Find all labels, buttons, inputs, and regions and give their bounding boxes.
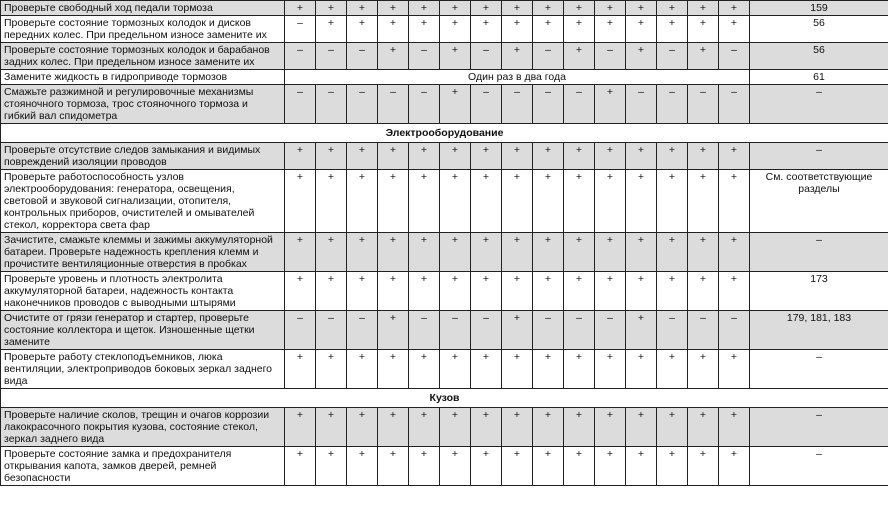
interval-mark: – <box>285 85 316 124</box>
page-reference: – <box>750 85 888 124</box>
interval-mark: + <box>688 272 719 311</box>
interval-mark: + <box>347 350 378 389</box>
interval-mark: + <box>502 350 533 389</box>
interval-mark: + <box>533 143 564 170</box>
interval-mark: + <box>285 272 316 311</box>
interval-mark: + <box>440 16 471 43</box>
interval-mark: + <box>533 350 564 389</box>
interval-mark: + <box>378 408 409 447</box>
interval-mark: – <box>564 311 595 350</box>
interval-mark: + <box>533 233 564 272</box>
electrical-section <box>1 143 888 389</box>
operation-text: Проверьте свободный ход педали тормоза <box>1 1 285 16</box>
interval-mark: + <box>564 143 595 170</box>
interval-mark: + <box>285 233 316 272</box>
interval-mark: + <box>502 272 533 311</box>
interval-mark: – <box>347 311 378 350</box>
interval-mark: + <box>688 1 719 16</box>
interval-mark: + <box>409 16 440 43</box>
interval-mark: + <box>378 311 409 350</box>
interval-mark: – <box>533 85 564 124</box>
interval-mark: + <box>533 16 564 43</box>
interval-mark: + <box>316 350 347 389</box>
interval-mark: + <box>471 170 502 233</box>
interval-mark: + <box>719 272 750 311</box>
interval-mark: + <box>564 16 595 43</box>
interval-mark: + <box>564 408 595 447</box>
interval-mark: + <box>688 170 719 233</box>
interval-mark: + <box>440 272 471 311</box>
interval-mark: + <box>471 143 502 170</box>
operation-text: Замените жидкость в гидроприводе тормозов <box>1 70 285 85</box>
interval-mark: – <box>719 311 750 350</box>
interval-mark: – <box>347 85 378 124</box>
table-row <box>1 350 888 389</box>
interval-mark: + <box>285 350 316 389</box>
table-row <box>1 170 888 233</box>
interval-mark: + <box>688 408 719 447</box>
interval-mark: + <box>378 272 409 311</box>
interval-mark: – <box>657 85 688 124</box>
interval-mark: + <box>595 143 626 170</box>
interval-mark: + <box>533 170 564 233</box>
interval-mark: + <box>688 350 719 389</box>
page-reference: – <box>750 233 888 272</box>
interval-mark: + <box>626 43 657 70</box>
interval-mark: + <box>471 408 502 447</box>
interval-mark: + <box>595 16 626 43</box>
interval-mark: – <box>409 311 440 350</box>
interval-mark: + <box>471 272 502 311</box>
operation-text: Смажьте разжимной и регулировочные механизмы стояночного тормоза, трос стояночного тормоза и гибкий вал спидометра <box>1 85 285 124</box>
interval-mark: – <box>626 85 657 124</box>
interval-mark: + <box>378 16 409 43</box>
interval-mark: + <box>440 408 471 447</box>
interval-mark: – <box>316 43 347 70</box>
section-title-electrical: Электрооборудование <box>1 124 888 143</box>
operation-text: Очистите от грязи генератор и стартер, проверьте состояние коллектора и щеток. Изношенные щетки замените <box>1 311 285 350</box>
interval-mark: + <box>595 272 626 311</box>
interval-mark: + <box>626 350 657 389</box>
interval-mark: + <box>626 408 657 447</box>
interval-mark: + <box>626 16 657 43</box>
interval-mark: + <box>471 350 502 389</box>
interval-mark: + <box>440 1 471 16</box>
table-row <box>1 16 888 43</box>
interval-mark: + <box>502 408 533 447</box>
page-reference: 173 <box>750 272 888 311</box>
interval-mark: + <box>657 447 688 486</box>
page-reference: – <box>750 350 888 389</box>
table-row <box>1 408 888 447</box>
interval-mark: + <box>657 170 688 233</box>
interval-mark: + <box>533 408 564 447</box>
interval-mark: + <box>564 43 595 70</box>
interval-mark: + <box>688 233 719 272</box>
interval-mark: + <box>409 447 440 486</box>
interval-mark: + <box>719 350 750 389</box>
table-row <box>1 447 888 486</box>
operation-text: Проверьте отсутствие следов замыкания и видимых повреждений изоляции проводов <box>1 143 285 170</box>
interval-mark: + <box>564 233 595 272</box>
interval-mark: + <box>626 170 657 233</box>
interval-mark: + <box>564 272 595 311</box>
interval-mark: + <box>657 16 688 43</box>
interval-mark: – <box>316 85 347 124</box>
interval-mark: – <box>595 43 626 70</box>
interval-mark: + <box>471 16 502 43</box>
interval-mark: + <box>626 143 657 170</box>
interval-mark: + <box>688 143 719 170</box>
interval-mark: + <box>502 43 533 70</box>
interval-mark: + <box>409 1 440 16</box>
interval-mark: – <box>347 43 378 70</box>
page-reference: – <box>750 143 888 170</box>
table-row <box>1 70 888 85</box>
interval-mark: – <box>285 43 316 70</box>
table-row <box>1 1 888 16</box>
interval-mark: + <box>657 1 688 16</box>
interval-mark: + <box>688 16 719 43</box>
operation-text: Проверьте работу стеклоподъемников, люка вентиляции, электроприводов боковых зеркал заднего вида <box>1 350 285 389</box>
interval-mark: + <box>347 143 378 170</box>
interval-mark: + <box>657 143 688 170</box>
interval-mark: + <box>595 408 626 447</box>
interval-mark: – <box>378 85 409 124</box>
interval-mark: – <box>688 311 719 350</box>
interval-mark: + <box>657 408 688 447</box>
operation-text: Зачистите, смажьте клеммы и зажимы аккумуляторной батареи. Проверьте надежность крепления клемм и прочистите вентиляционные отверстия в пробках <box>1 233 285 272</box>
interval-mark: + <box>595 1 626 16</box>
interval-mark: + <box>657 233 688 272</box>
interval-mark: + <box>626 311 657 350</box>
interval-mark: + <box>440 350 471 389</box>
body-section <box>1 408 888 486</box>
interval-mark: – <box>440 311 471 350</box>
interval-mark: + <box>533 447 564 486</box>
interval-mark: + <box>595 170 626 233</box>
page-reference: – <box>750 408 888 447</box>
interval-mark: + <box>502 1 533 16</box>
interval-mark: + <box>564 170 595 233</box>
interval-mark: + <box>657 350 688 389</box>
interval-mark: + <box>719 408 750 447</box>
operation-text: Проверьте работоспособность узлов электрооборудования: генератора, освещения, световой и звуковой сигнализации, отопителя, контрольных приборов, очистителей и омывателей стекол, корректора света фар <box>1 170 285 233</box>
interval-mark: + <box>378 350 409 389</box>
interval-mark: + <box>502 170 533 233</box>
interval-mark: + <box>626 272 657 311</box>
interval-mark: + <box>285 447 316 486</box>
interval-mark: – <box>657 43 688 70</box>
operation-text: Проверьте уровень и плотность электролита аккумуляторной батареи, надежность контакта наконечников проводов с выводными штырями <box>1 272 285 311</box>
interval-mark: + <box>564 1 595 16</box>
interval-mark: + <box>440 143 471 170</box>
interval-mark: + <box>688 447 719 486</box>
interval-mark: + <box>347 16 378 43</box>
interval-mark: + <box>347 1 378 16</box>
interval-mark: – <box>688 85 719 124</box>
interval-mark: + <box>316 233 347 272</box>
interval-mark: + <box>409 143 440 170</box>
interval-mark: + <box>347 272 378 311</box>
interval-mark: + <box>347 170 378 233</box>
interval-mark: + <box>316 272 347 311</box>
interval-mark: + <box>347 233 378 272</box>
page-reference: – <box>750 447 888 486</box>
interval-mark: + <box>719 16 750 43</box>
interval-mark: + <box>409 408 440 447</box>
interval-mark: + <box>471 447 502 486</box>
interval-mark: – <box>471 43 502 70</box>
interval-mark: + <box>316 16 347 43</box>
body-section-header <box>1 389 888 408</box>
interval-mark: + <box>378 170 409 233</box>
interval-mark: + <box>378 143 409 170</box>
interval-mark: + <box>626 1 657 16</box>
interval-mark: + <box>595 447 626 486</box>
interval-mark: – <box>409 85 440 124</box>
electrical-section-header <box>1 124 888 143</box>
interval-mark: + <box>502 447 533 486</box>
interval-note: Один раз в два года <box>285 70 750 85</box>
interval-mark: – <box>502 85 533 124</box>
interval-mark: + <box>440 447 471 486</box>
interval-mark: + <box>316 143 347 170</box>
interval-mark: – <box>533 311 564 350</box>
page-reference: 56 <box>750 43 888 70</box>
interval-mark: + <box>719 143 750 170</box>
interval-mark: + <box>285 1 316 16</box>
interval-mark: – <box>409 43 440 70</box>
interval-mark: – <box>657 311 688 350</box>
operation-text: Проверьте состояние тормозных колодок и барабанов задних колес. При предельном износе замените их <box>1 43 285 70</box>
interval-mark: + <box>688 43 719 70</box>
interval-mark: + <box>316 447 347 486</box>
interval-mark: + <box>285 408 316 447</box>
interval-mark: + <box>285 143 316 170</box>
interval-mark: + <box>471 233 502 272</box>
interval-mark: – <box>285 311 316 350</box>
interval-mark: + <box>440 170 471 233</box>
operation-text: Проверьте состояние замка и предохранителя открывания капота, замков дверей, ремней безопасности <box>1 447 285 486</box>
table-row <box>1 272 888 311</box>
interval-mark: + <box>347 447 378 486</box>
interval-mark: + <box>719 233 750 272</box>
interval-mark: – <box>719 43 750 70</box>
interval-mark: + <box>347 408 378 447</box>
interval-mark: + <box>564 447 595 486</box>
interval-mark: + <box>378 447 409 486</box>
interval-mark: + <box>533 1 564 16</box>
interval-mark: + <box>316 408 347 447</box>
interval-mark: – <box>316 311 347 350</box>
interval-mark: + <box>533 272 564 311</box>
interval-mark: + <box>378 233 409 272</box>
interval-mark: – <box>471 311 502 350</box>
interval-mark: + <box>595 350 626 389</box>
interval-mark: + <box>502 143 533 170</box>
interval-mark: + <box>440 233 471 272</box>
interval-mark: + <box>502 311 533 350</box>
interval-mark: + <box>626 233 657 272</box>
table-row <box>1 85 888 124</box>
table-row <box>1 43 888 70</box>
interval-mark: + <box>719 170 750 233</box>
interval-mark: + <box>564 350 595 389</box>
interval-mark: + <box>657 272 688 311</box>
interval-mark: – <box>595 311 626 350</box>
page-reference: 61 <box>750 70 888 85</box>
interval-mark: + <box>626 447 657 486</box>
table-row <box>1 311 888 350</box>
interval-mark: + <box>378 43 409 70</box>
page-reference: 56 <box>750 16 888 43</box>
brakes-section <box>1 1 888 124</box>
page-reference: 179, 181, 183 <box>750 311 888 350</box>
interval-mark: + <box>502 16 533 43</box>
interval-mark: + <box>502 233 533 272</box>
operation-text: Проверьте наличие сколов, трещин и очагов коррозии лакокрасочного покрытия кузова, состояние стекол, зеркал заднего вида <box>1 408 285 447</box>
interval-mark: + <box>285 170 316 233</box>
table-row <box>1 233 888 272</box>
interval-mark: + <box>440 85 471 124</box>
section-title-body: Кузов <box>1 389 888 408</box>
interval-mark: – <box>285 16 316 43</box>
interval-mark: – <box>533 43 564 70</box>
interval-mark: + <box>595 233 626 272</box>
interval-mark: + <box>595 85 626 124</box>
interval-mark: + <box>440 43 471 70</box>
interval-mark: – <box>564 85 595 124</box>
interval-mark: + <box>316 170 347 233</box>
interval-mark: + <box>719 447 750 486</box>
interval-mark: + <box>471 1 502 16</box>
interval-mark: + <box>378 1 409 16</box>
table-row <box>1 143 888 170</box>
interval-mark: + <box>409 350 440 389</box>
operation-text: Проверьте состояние тормозных колодок и дисков передних колес. При предельном износе замените их <box>1 16 285 43</box>
interval-mark: + <box>409 272 440 311</box>
page-reference: 159 <box>750 1 888 16</box>
page-reference: См. соответствующие разделы <box>750 170 888 233</box>
interval-mark: – <box>471 85 502 124</box>
interval-mark: + <box>316 1 347 16</box>
interval-mark: + <box>409 233 440 272</box>
interval-mark: + <box>409 170 440 233</box>
interval-mark: – <box>719 85 750 124</box>
interval-mark: + <box>719 1 750 16</box>
